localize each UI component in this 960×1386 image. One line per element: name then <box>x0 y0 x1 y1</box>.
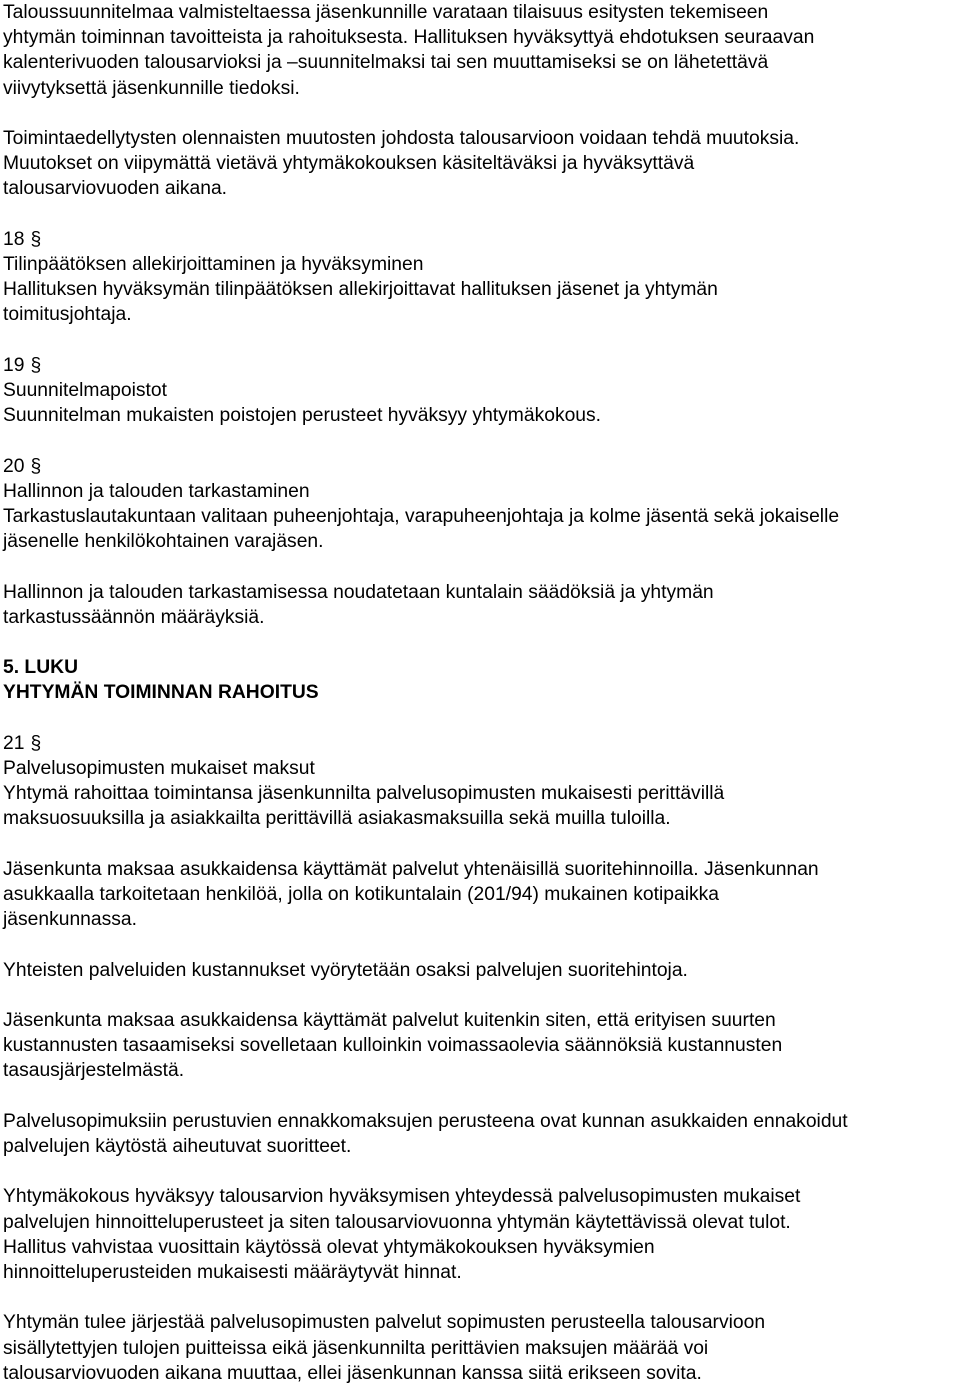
spacer <box>3 428 958 453</box>
paragraph-budget-preparation: Taloussuunnitelmaa valmisteltaessa jäsenkunnille varataan tilaisuus esitysten tekemiseen yhtymän toiminnan tavoitteista ja rahoituksesta. Hallituksen hyväksyttyä ehdotuksen seuraavan kalenterivuoden talousarvioksi ja –suunnitelmaksi tai sen muuttamiseksi se on lähetettävä viivytyksettä jäsenkunnille tiedoksi. <box>3 2 815 99</box>
chapter-heading <box>3 655 958 705</box>
chapter-label: 5. LUKU <box>3 657 78 679</box>
chapter-title: YHTYMÄN TOIMINNAN RAHOITUS <box>3 682 319 704</box>
spacer <box>3 202 958 227</box>
section-21 <box>3 731 958 1386</box>
section-number <box>3 353 958 378</box>
spacer <box>3 832 958 857</box>
section-title: Tilinpäätöksen allekirjoittaminen ja hyväksyminen <box>3 254 424 275</box>
paragraph-budget-changes: Toimintaedellytysten olennaisten muutosten johdosta talousarvioon voidaan tehdä muutoksia. Muutokset on viipymättä vietävä yhtymäkokouksen käsiteltäväksi ja hyväksyttävä talousarviovuoden aikana. <box>3 128 800 200</box>
spacer <box>3 1285 958 1310</box>
section-number-value: 20 <box>3 455 25 477</box>
section-18 <box>3 227 958 328</box>
section-19 <box>3 353 958 429</box>
section-number-value: 21 <box>3 732 25 754</box>
spacer <box>3 554 958 579</box>
section-title: Hallinnon ja talouden tarkastaminen <box>3 480 310 502</box>
section-text: Hallituksen hyväksymän tilinpäätöksen allekirjoittavat hallituksen jäsenet ja yhtymän toimitusjohtaja. <box>3 279 718 326</box>
spacer <box>3 101 958 126</box>
spacer <box>3 1159 958 1184</box>
section-number <box>3 731 958 756</box>
section-symbol: § <box>30 354 42 376</box>
section-paragraph-6: Yhtymäkokous hyväksyy talousarvion hyväksymisen yhteydessä palvelusopimusten mukaiset palvelujen hinnoitteluperusteet ja siten talousarviovuonna yhtymän käytettävissä olevat tulot. Hallitus vahvistaa vuosittain käytössä olevat yhtymäkokouksen hyväksymien hinnoitteluperusteiden mukaisesti määräytyvät hinnat. <box>3 1186 801 1283</box>
spacer <box>3 983 958 1008</box>
section-number-value: 18 <box>3 228 25 250</box>
section-paragraph-5: Palvelusopimuksiin perustuvien ennakkomaksujen perusteena ovat kunnan asukkaiden ennakoidut palvelujen käytöstä aiheutuvat suoritteet. <box>3 1110 848 1157</box>
section-number-value: 19 <box>3 354 25 376</box>
section-paragraph-7: Yhtymän tulee järjestää palvelusopimusten palvelut sopimusten perusteella talousarvioon sisällytettyjen tulojen puitteissa eikä jäsenkunnilta perittävien maksujen määrää voi talousarviovuoden aikana muuttaa, ellei jäsenkunnan kanssa siitä erikseen sovita. <box>3 1312 766 1384</box>
section-paragraph-4: Jäsenkunta maksaa asukkaidensa käyttämät palvelut kuitenkin siten, että erityisen suurten kustannusten tasaamiseksi sovelletaan kulloinkin voimassaolevia säännöksiä kustannusten tasausjärjestelmästä. <box>3 1009 783 1082</box>
section-paragraph-3: Yhteisten palveluiden kustannukset vyörytetään osaksi palvelujen suoritehintoja. <box>3 959 688 981</box>
spacer <box>3 328 958 353</box>
section-20 <box>3 454 958 630</box>
section-paragraph-1: Yhtymä rahoittaa toimintansa jäsenkunnilta palvelusopimusten mukaisesti perittävillä maksuosuuksilla ja asiakkailta perittävillä asiakasmaksuilla sekä muilla tuloilla. <box>3 783 725 830</box>
spacer <box>3 706 958 731</box>
document-page <box>3 0 958 1386</box>
section-number <box>3 454 958 479</box>
section-symbol: § <box>30 228 42 250</box>
spacer <box>3 1084 958 1109</box>
section-text-2: Hallinnon ja talouden tarkastamisessa noudatetaan kuntalain säädöksiä ja yhtymän tarkastussäännön määräyksiä. <box>3 581 714 628</box>
section-title: Palvelusopimusten mukaiset maksut <box>3 757 315 779</box>
section-paragraph-2: Jäsenkunta maksaa asukkaidensa käyttämät palvelut yhtenäisillä suoritehinnoilla. Jäsenkunnan asukkaalla tarkoitetaan henkilöä, jolla on kotikuntalain (201/94) mukainen kotipaikka jäsenkunnassa. <box>3 858 819 931</box>
section-text: Tarkastuslautakuntaan valitaan puheenjohtaja, varapuheenjohtaja ja kolme jäsentä sekä jokaiselle jäsenelle henkilökohtainen varajäsen. <box>3 506 840 553</box>
spacer <box>3 932 958 957</box>
spacer <box>3 630 958 655</box>
section-title: Suunnitelmapoistot <box>3 380 167 401</box>
section-text: Suunnitelman mukaisten poistojen perusteet hyväksyy yhtymäkokous. <box>3 405 602 427</box>
section-symbol: § <box>30 455 42 477</box>
section-number <box>3 227 958 252</box>
section-symbol: § <box>30 732 42 754</box>
